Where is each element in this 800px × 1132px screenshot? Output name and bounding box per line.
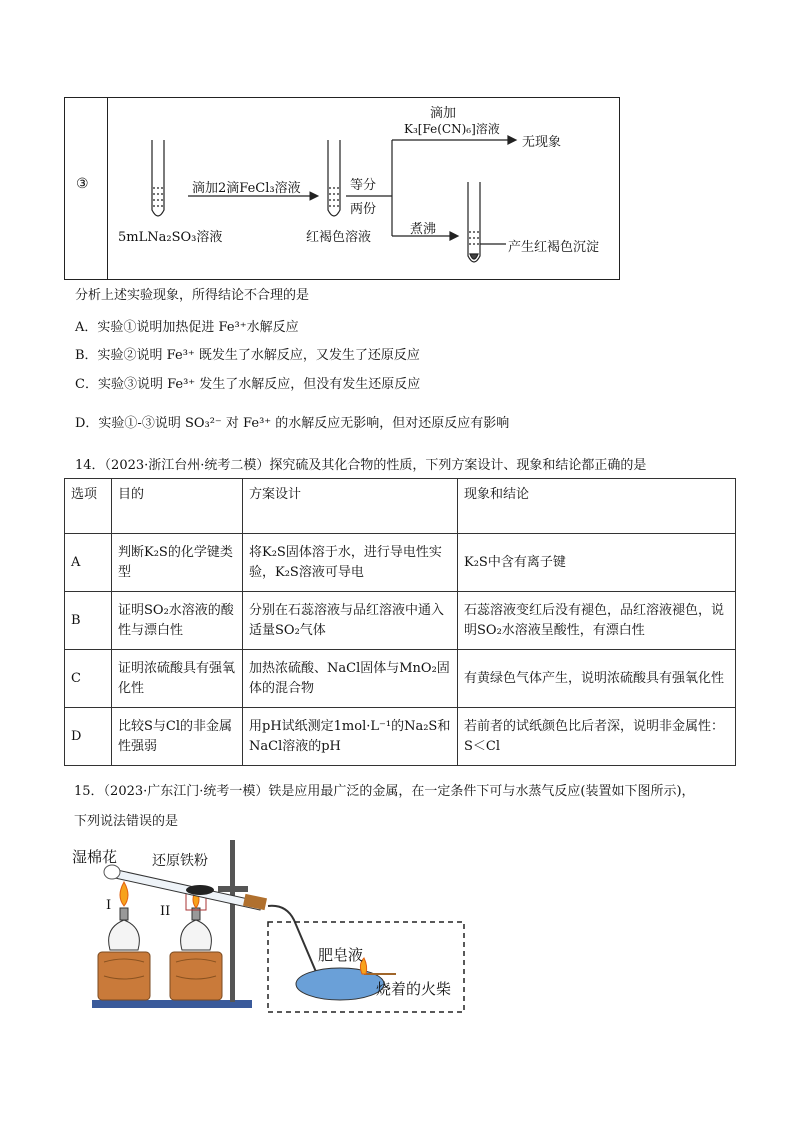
header-purpose: 目的	[112, 479, 243, 534]
arrow-1-label: 滴加2滴FeCl₃溶液	[192, 181, 301, 196]
table-row	[65, 708, 736, 766]
row-c-design: 加热浓硫酸、NaCl固体与MnO₂固体的混合物	[243, 650, 458, 708]
q13-option-d: D．实验①-③说明 SO₃²⁻ 对 Fe³⁺ 的水解反应无影响，但对还原反应有影响	[75, 416, 510, 431]
branch-1-reagent-label: K₃[Fe(CN)₆]溶液	[404, 122, 500, 136]
q13-stem: 分析上述实验现象，所得结论不合理的是	[75, 288, 310, 303]
branch-2-label: 煮沸	[410, 222, 437, 237]
label-burning-match: 烧着的火柴	[376, 980, 452, 998]
test-tube-1-icon	[152, 140, 164, 216]
row-b-purpose: 证明SO₂水溶液的酸性与漂白性	[112, 592, 243, 650]
tube-2-label: 红褐色溶液	[306, 230, 372, 245]
row-d-conclusion: 若前者的试纸颜色比后者深，说明非金属性：S＜Cl	[458, 708, 736, 766]
q13-option-c: C．实验③说明 Fe³⁺ 发生了水解反应，但没有发生还原反应	[75, 377, 421, 392]
table-row	[65, 592, 736, 650]
q13-option-b: B．实验②说明 Fe³⁺ 既发生了水解反应，又发生了还原反应	[75, 348, 420, 363]
header-conclusion: 现象和结论	[458, 479, 736, 534]
row-a-purpose: 判断K₂S的化学键类型	[112, 534, 243, 592]
row-b-design: 分别在石蕊溶液与品红溶液中通入适量SO₂气体	[243, 592, 458, 650]
branch-1-result: 无现象	[522, 135, 562, 150]
tube-1-label: 5mLNa₂SO₃溶液	[118, 230, 223, 245]
q15-stem-line-1: 15．（2023·广东江门·统考一模）铁是应用最广泛的金属，在一定条件下可与水蒸气反应(装置如下图所示)，	[74, 784, 695, 799]
table-row	[65, 650, 736, 708]
branch-1-top-label: 滴加	[430, 106, 457, 121]
q14-table	[64, 478, 736, 766]
label-lamp-1: I	[106, 898, 112, 913]
label-soap-solution: 肥皂液	[318, 946, 364, 964]
row-d-design: 用pH试纸测定1mol·L⁻¹的Na₂S和NaCl溶液的pH	[243, 708, 458, 766]
row-c-purpose: 证明浓硫酸具有强氧化性	[112, 650, 243, 708]
header-option: 选项	[65, 479, 112, 534]
experiment-3-diagram	[0, 0, 800, 300]
test-tube-3-icon	[468, 182, 506, 262]
row-d-purpose: 比较S与Cl的非金属性强弱	[112, 708, 243, 766]
alcohol-lamp-2-icon	[181, 890, 212, 950]
split-label-1: 等分	[350, 178, 377, 193]
evaporating-dish-icon	[296, 968, 384, 1000]
q13-option-a: A．实验①说明加热促进 Fe³⁺水解反应	[75, 320, 299, 335]
test-tube-2-icon	[328, 140, 340, 216]
experiment-number: ③	[76, 176, 89, 192]
row-b-option: B	[65, 592, 112, 650]
iron-steam-apparatus	[0, 830, 800, 1030]
alcohol-lamp-1-icon	[109, 882, 140, 950]
header-design: 方案设计	[243, 479, 458, 534]
q14-stem: 14．（2023·浙江台州·统考二模）探究硫及其化合物的性质，下列方案设计、现象和结论都正确的是	[75, 458, 647, 473]
row-c-conclusion: 有黄绿色气体产生，说明浓硫酸具有强氧化性	[458, 650, 736, 708]
table-row	[65, 534, 736, 592]
row-a-conclusion: K₂S中含有离子键	[458, 534, 736, 592]
branch-2-result: 产生红褐色沉淀	[508, 240, 600, 255]
clamp-icon	[218, 886, 248, 892]
table-header-row	[65, 479, 736, 534]
row-c-option: C	[65, 650, 112, 708]
q15-stem-line-2: 下列说法错误的是	[74, 814, 179, 829]
label-lamp-2: II	[160, 904, 171, 919]
burning-match-icon	[360, 958, 396, 974]
row-a-option: A	[65, 534, 112, 592]
split-label-2: 两份	[350, 202, 377, 217]
lamp-block-1-icon	[98, 952, 150, 1000]
row-d-option: D	[65, 708, 112, 766]
label-wet-cotton: 湿棉花	[72, 848, 118, 866]
row-a-design: 将K₂S固体溶于水，进行导电性实验，K₂S溶液可导电	[243, 534, 458, 592]
label-iron-powder: 还原铁粉	[152, 853, 208, 869]
lamp-block-2-icon	[170, 952, 222, 1000]
row-b-conclusion: 石蕊溶液变红后没有褪色，品红溶液褪色，说明SO₂水溶液呈酸性，有漂白性	[458, 592, 736, 650]
